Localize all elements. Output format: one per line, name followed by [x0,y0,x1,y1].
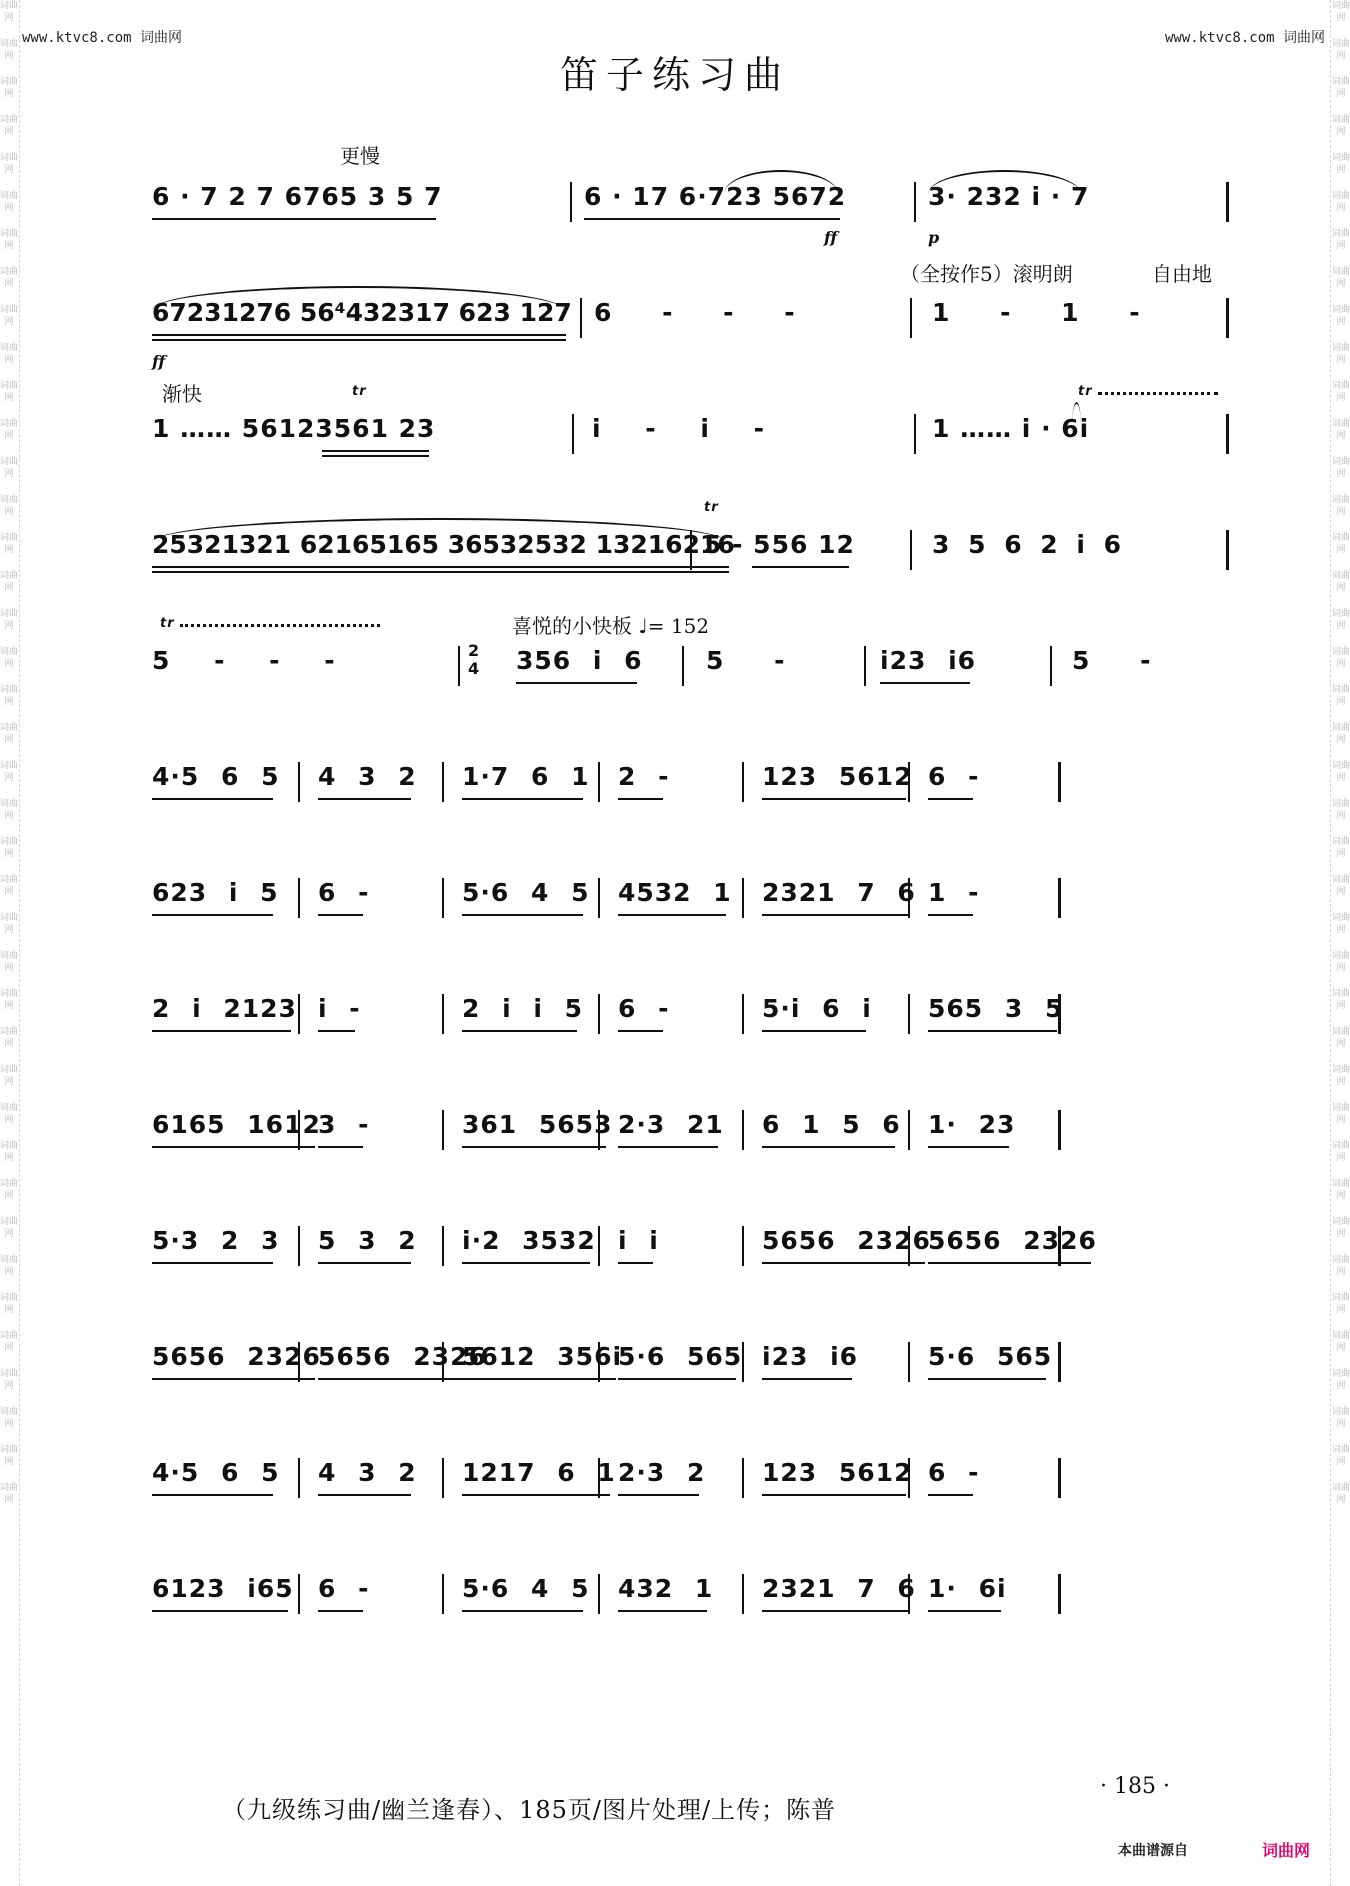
score-measure: i·2 3532 [462,1226,596,1266]
barline [298,1574,300,1614]
score-measure: 67231276 56⁴432317 623 127 [152,298,572,338]
score-measure: 6 · 17 6·723 5672 [584,182,846,222]
barline [742,1574,744,1614]
barline [298,1342,300,1382]
score-measure: 5 - [1072,646,1152,675]
score-measure: i - i - [592,414,766,443]
dynamic-ff: ff [824,228,838,247]
score-measure: 6 - [928,762,979,802]
barline [442,994,444,1034]
barline [914,182,916,222]
score-measure: 432 1 [618,1574,713,1614]
barline [908,1574,910,1614]
score-measure: 5 - [706,646,786,675]
score-measure: 1 …… i · 6i tr [932,414,1089,454]
barline [908,1110,910,1150]
score-measure: 5656 2326 [928,1226,1097,1266]
score-measure: 4 3 2 [318,1458,417,1498]
score-measure: 123 5612 [762,762,912,802]
site-url-left[interactable]: www.ktvc8.com 词曲网 [22,30,183,46]
barline [908,994,910,1034]
barline [598,1342,600,1382]
score-system [152,112,1242,247]
score-measure: 25321321 62165165 36532532 13216216 [152,530,735,570]
barline [742,1226,744,1266]
barline [1058,1226,1061,1266]
score-measure: 2·3 2 [618,1458,705,1498]
barline [908,1458,910,1498]
score-measure: 1217 6 1 [462,1458,616,1498]
score-measure: 5·6 565 [928,1342,1052,1382]
barline [908,878,910,918]
tempo-marking: 喜悦的小快板 ♩= 152 [512,614,710,638]
score-measure: 1·7 6 1 [462,762,589,802]
barline [1058,994,1061,1034]
score-measure: 4·5 6 5 [152,762,279,802]
barline [298,1110,300,1150]
barline [298,994,300,1034]
barline [908,1342,910,1382]
score-measure: 6 · 7 2 7 6765 3 5 7 [152,182,442,222]
barline [1050,646,1052,686]
score-measure: 4 3 2 [318,762,417,802]
barline [442,1574,444,1614]
score-system [152,1504,1242,1616]
page-title: 笛子练习曲 [559,53,790,97]
score-measure: 6 - [928,1458,979,1498]
barline [1058,762,1061,802]
score-measure: i - [318,994,361,1034]
barline [1226,530,1229,570]
score-measure: 5·i 6 i [762,994,872,1034]
barline [1058,1110,1061,1150]
barline [742,1458,744,1498]
score-measure: 6 - [318,1574,369,1614]
score-measure: 1· 6i [928,1574,1007,1614]
barline [1226,182,1229,222]
score-measure: 2321 7 6 [762,878,916,918]
score-measure: 623 i 5 [152,878,279,918]
barline [914,414,916,454]
score-system [152,1388,1242,1500]
score-measure: 2·3 21 [618,1110,724,1150]
barline [690,530,692,570]
score-measure: 2 i 2123 [152,994,297,1034]
score-measure: 3 - [318,1110,369,1150]
tempo-slower-marking: 更慢 [340,144,380,168]
score-measure: 4·5 6 5 [152,1458,279,1498]
barline [570,182,572,222]
score-measure: 5·3 2 3 [152,1226,279,1266]
barline [598,1458,600,1498]
score-measure: 6 1 5 6 [762,1110,901,1150]
dynamic-ff: ff [152,352,166,371]
barline [442,878,444,918]
barline [1058,1342,1061,1382]
numbered-score [152,112,1242,1762]
score-measure: 5·6 4 5 [462,1574,589,1614]
barline [442,1226,444,1266]
barline [864,646,866,686]
score-system [152,576,1242,688]
score-measure: 6165 1612 [152,1110,321,1150]
score-measure: 4532 1 [618,878,732,918]
barline [298,878,300,918]
barline [442,762,444,802]
barline [598,1110,600,1150]
score-system [152,1272,1242,1384]
score-measure: 2 i i 5 [462,994,583,1034]
barline [1226,298,1229,338]
score-measure: 5656 2326 [318,1342,487,1382]
score-measure: 361 5653 [462,1110,612,1150]
barline [598,878,600,918]
barline [458,646,460,686]
score-system [152,924,1242,1036]
barline [1058,1458,1061,1498]
barline [598,762,600,802]
barline [580,298,582,338]
score-measure: 6 - - - [594,298,796,327]
barline [682,646,684,686]
score-measure: 6123 i65 [152,1574,294,1614]
brand-logo[interactable]: 词曲网 [1262,1841,1311,1860]
barline [910,298,912,338]
barline [598,1574,600,1614]
barline [442,1110,444,1150]
score-measure: 5612 356i [462,1342,622,1382]
site-url-right[interactable]: www.ktvc8.com 词曲网 [1165,30,1326,46]
barline [908,1226,910,1266]
score-measure: 1 - 1 - [932,298,1141,327]
score-system [152,808,1242,920]
page-number: · 185 · [1100,1774,1170,1799]
score-system [152,1156,1242,1268]
score-measure: 2321 7 6 [762,1574,916,1614]
time-signature: 2 4 [468,641,480,678]
barline [1058,1574,1061,1614]
score-measure: 5 - - - tr [152,646,336,686]
all-press-marking: （全按作5）滚明朗 [900,262,1073,286]
score-measure: 6 - [318,878,369,918]
score-measure: 1· 23 [928,1110,1015,1150]
barline [298,1458,300,1498]
score-measure: 3· 232 i · 7 [928,182,1089,222]
score-measure: 5·6 565 [618,1342,742,1382]
score-measure: 5 - 556 12 tr [704,530,855,570]
score-measure: 3 5 6 2 i 6 [932,530,1123,559]
score-measure: 6 - [618,994,669,1034]
barline [298,762,300,802]
score-measure: 5 3 2 [318,1226,417,1266]
score-system [152,344,1242,456]
barline [442,1458,444,1498]
dynamic-p: p [928,228,940,247]
barline [1226,414,1229,454]
barline [742,1110,744,1150]
score-measure: i23 i6 [762,1342,858,1382]
barline [572,414,574,454]
right-margin-rule [1330,0,1331,1886]
score-measure: 5656 2326 [152,1342,321,1382]
score-system [152,1040,1242,1152]
score-measure: 5656 2326 [762,1226,931,1266]
score-measure: i i [618,1226,659,1266]
barline [1058,878,1061,918]
source-caption: （九级练习曲/幽兰逢春）、185页/图片处理/上传；陈普 [222,1796,837,1824]
barline [908,762,910,802]
freely-marking: 自由地 [1152,262,1212,286]
score-measure: 356 i 6 [516,646,643,686]
gradually-faster-marking: 渐快 [162,382,202,406]
barline [742,994,744,1034]
score-measure: 565 3 5 [928,994,1063,1034]
source-label: 本曲谱源自 [1118,1843,1188,1859]
score-measure: 1 …… 56123561 23 tr [152,414,435,454]
left-margin-rule [19,0,20,1886]
score-measure: 2 - [618,762,669,802]
barline [598,1226,600,1266]
score-measure: 123 5612 [762,1458,912,1498]
right-watermark-column: 词曲网 词曲网 词曲网 词曲网 词曲网 词曲网 词曲网 词曲网 词曲网 词曲网 词曲网 词曲网 词曲网 词曲网 词曲网 词曲网 词曲网 词曲网 词曲网 词曲网 词曲网 词曲网 词曲网 词曲网 词曲网 词曲网 词曲网 词曲网 词曲网 词曲网 词曲网 词曲网 词曲网 词曲网 词曲网 词曲网 词曲网 词曲网 词曲网 词曲网 [1332,1,1350,1505]
barline [742,1342,744,1382]
barline [298,1226,300,1266]
score-measure: i23 i6 [880,646,976,686]
barline [742,762,744,802]
barline [442,1342,444,1382]
score-system [152,460,1242,572]
barline [910,530,912,570]
score-system [152,228,1242,371]
left-watermark-column: 词曲网 词曲网 词曲网 词曲网 词曲网 词曲网 词曲网 词曲网 词曲网 词曲网 词曲网 词曲网 词曲网 词曲网 词曲网 词曲网 词曲网 词曲网 词曲网 词曲网 词曲网 词曲网 词曲网 词曲网 词曲网 词曲网 词曲网 词曲网 词曲网 词曲网 词曲网 词曲网 词曲网 词曲网 词曲网 词曲网 词曲网 词曲网 词曲网 词曲网 [0,1,18,1505]
barline [598,994,600,1034]
score-measure: 1 - [928,878,979,918]
score-measure: 5·6 4 5 [462,878,589,918]
score-system [152,692,1242,804]
barline [742,878,744,918]
